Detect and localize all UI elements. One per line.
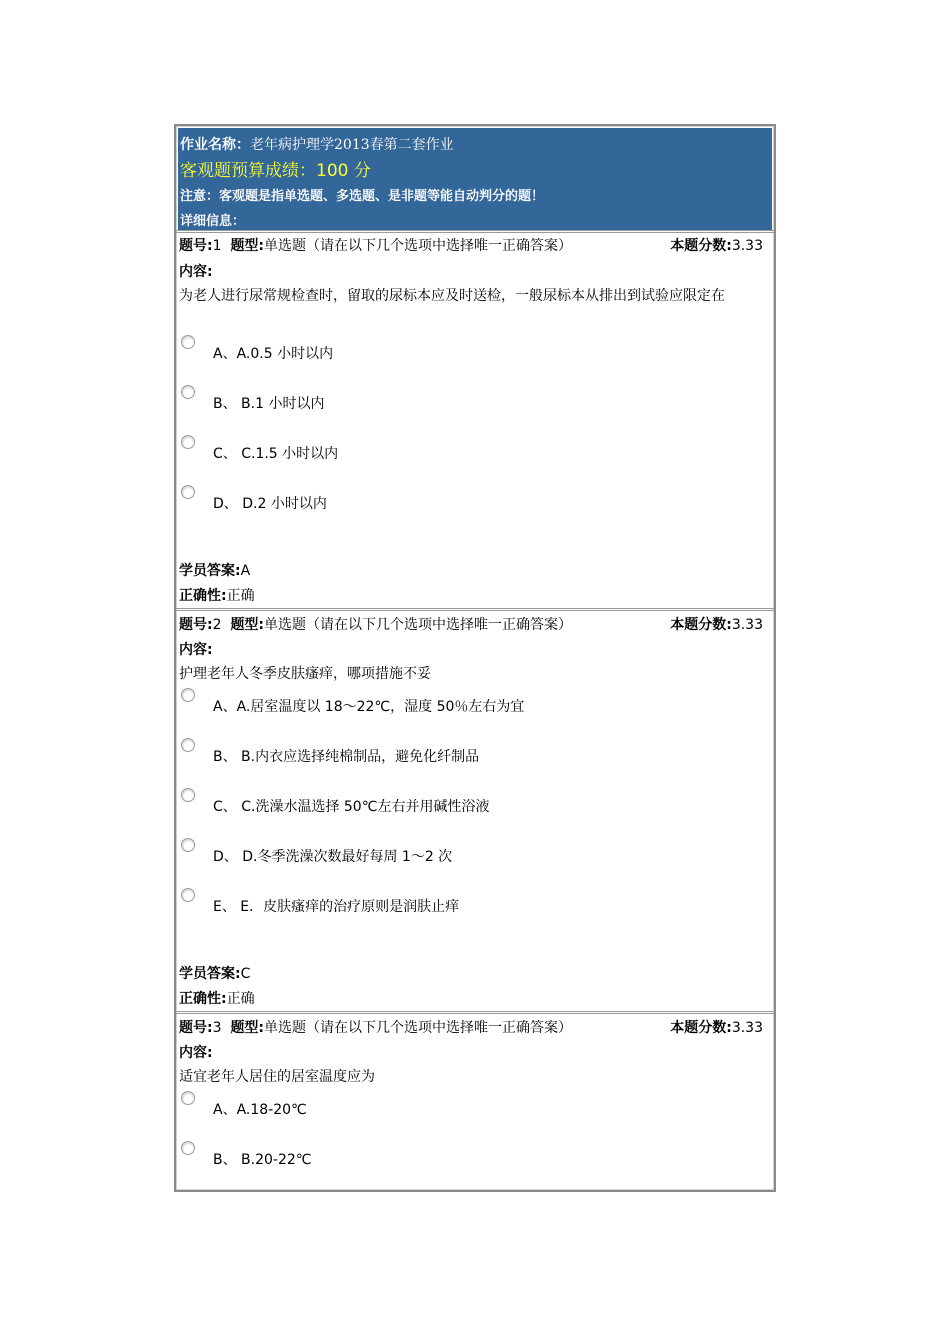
question-header (179, 235, 771, 255)
student-answer-label: 学员答案: (179, 563, 241, 579)
option-label: D、 D.冬季洗澡次数最好每周 1～2 次 (213, 849, 453, 865)
correctness-label: 正确性: (179, 991, 227, 1007)
question-number: 1 (212, 238, 222, 254)
correctness-label: 正确性: (179, 588, 227, 604)
score-label: 本题分数: (670, 617, 732, 633)
correctness-value: 正确 (226, 588, 255, 604)
question-type: 单选题（请在以下几个选项中选择唯一正确答案） (264, 238, 573, 254)
score-label: 本题分数: (670, 238, 732, 254)
assignment-header (178, 128, 772, 230)
qnum-label: 题号: (179, 1020, 213, 1036)
assignment-label: 作业名称： (180, 137, 250, 153)
qtype-label: 题型: (230, 238, 265, 254)
question-text: 护理老年人冬季皮肤瘙痒，哪项措施不妥 (179, 666, 431, 682)
qtype-label: 题型: (230, 1020, 265, 1036)
option-label: A、A.0.5 小时以内 (213, 346, 334, 362)
correctness (179, 585, 255, 605)
question-divider (176, 230, 774, 233)
option-label: B、 B.20-22℃ (213, 1152, 312, 1168)
question-score (670, 614, 763, 634)
question-divider (176, 608, 774, 611)
correctness (179, 988, 255, 1008)
radio-button[interactable] (181, 385, 195, 399)
radio-button[interactable] (181, 838, 195, 852)
content-label: 内容: (179, 264, 213, 280)
option-label: B、 B.内衣应选择纯棉制品，避免化纤制品 (213, 749, 480, 765)
qnum-label: 题号: (179, 238, 213, 254)
assignment-title (180, 134, 454, 154)
question-number: 2 (212, 617, 222, 633)
student-answer-label: 学员答案: (179, 966, 241, 982)
radio-button[interactable] (181, 688, 195, 702)
option-label: C、 C.1.5 小时以内 (213, 446, 339, 462)
option-label: A、A.18-20℃ (213, 1102, 307, 1118)
assignment-frame (174, 124, 776, 1192)
assignment-name: 老年病护理学2013春第二套作业 (250, 137, 454, 153)
radio-button[interactable] (181, 1091, 195, 1105)
question-score (670, 1017, 763, 1037)
score-value: 3.33 (731, 238, 763, 254)
student-answer (179, 560, 250, 580)
question-type: 单选题（请在以下几个选项中选择唯一正确答案） (264, 617, 573, 633)
option-label: C、 C.洗澡水温选择 50℃左右并用碱性浴液 (213, 799, 490, 815)
correctness-value: 正确 (226, 991, 255, 1007)
question-divider (176, 1011, 774, 1014)
radio-button[interactable] (181, 485, 195, 499)
option-label: A、A.居室温度以 18～22℃，湿度 50％左右为宜 (213, 699, 525, 715)
radio-button[interactable] (181, 888, 195, 902)
detail-label: 详细信息： (180, 214, 246, 229)
score-value: 3.33 (731, 617, 763, 633)
question-header (179, 614, 771, 634)
question-score (670, 235, 763, 255)
student-answer (179, 963, 250, 983)
qtype-label: 题型: (230, 617, 265, 633)
student-answer-value: A (240, 563, 251, 579)
radio-button[interactable] (181, 788, 195, 802)
question-text: 适宜老年人居住的居室温度应为 (179, 1069, 375, 1085)
question-text: 为老人进行尿常规检查时，留取的尿标本应及时送检，一般尿标本从排出到试验应限定在 (179, 288, 725, 304)
option-label: D、 D.2 小时以内 (213, 496, 327, 512)
option-label: E、 E．皮肤瘙痒的治疗原则是润肤止痒 (213, 899, 460, 915)
content-label: 内容: (179, 642, 213, 658)
qnum-label: 题号: (179, 617, 213, 633)
score-value: 3.33 (731, 1020, 763, 1036)
note-text: 注意：客观题是指单选题、多选题、是非题等能自动判分的题！ (180, 189, 545, 204)
content-label: 内容: (179, 1045, 213, 1061)
radio-button[interactable] (181, 738, 195, 752)
question-type: 单选题（请在以下几个选项中选择唯一正确答案） (264, 1020, 573, 1036)
objective-score: 客观题预算成绩：100 分 (180, 161, 371, 181)
radio-button[interactable] (181, 335, 195, 349)
question-header (179, 1017, 771, 1037)
question-number: 3 (212, 1020, 222, 1036)
student-answer-value: C (240, 966, 251, 982)
radio-button[interactable] (181, 1141, 195, 1155)
radio-button[interactable] (181, 435, 195, 449)
score-label: 本题分数: (670, 1020, 732, 1036)
option-label: B、 B.1 小时以内 (213, 396, 325, 412)
